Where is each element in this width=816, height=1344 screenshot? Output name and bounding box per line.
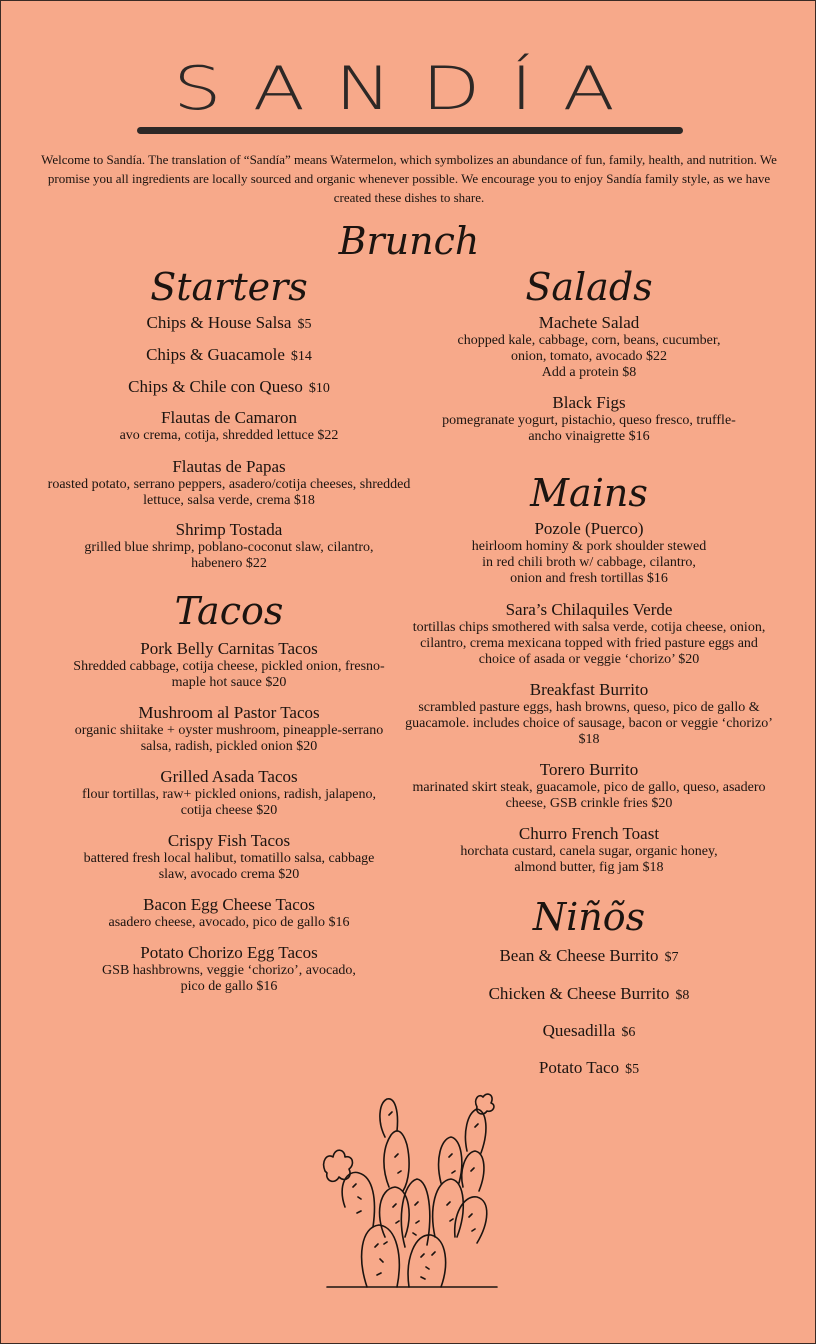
taco-item (41, 767, 417, 819)
item-name: Chips & Chile con Queso (128, 377, 303, 396)
main-item (401, 680, 777, 748)
salads-title: Salads (525, 265, 653, 309)
item-name: Chicken & Cheese Burrito (488, 984, 670, 1003)
item-name: Bean & Cheese Burrito (499, 946, 659, 965)
item-desc: pomegranate yogurt, pistachio, queso fresco, truffle-ancho vinaigrette $16 (442, 413, 736, 444)
item-desc: tortillas chips smothered with salsa verde, cotija cheese, onion, cilantro, crema mexicana topped with fried pasture eggs and choice of asada or veggie ‘chorizo’ $20 (412, 620, 766, 667)
item-desc: scrambled pasture eggs, hash browns, queso, pico de gallo & guacamole. includes choice of sausage, bacon or veggie ‘chorizo’ $18 (405, 700, 773, 747)
item-desc: organic shiitake + oyster mushroom, pineapple-serrano salsa, radish, pickled onion $20 (74, 723, 384, 754)
main-item (401, 824, 777, 876)
item-name: Shrimp Tostada (175, 520, 283, 539)
item-desc: avo crema, cotija, shredded lettuce $22 (119, 428, 339, 443)
taco-item (41, 703, 417, 755)
item-name: Pozole (Puerco) (534, 519, 644, 538)
starters-title: Starters (150, 265, 308, 309)
ninos-item (401, 946, 777, 966)
ninos-item (401, 1058, 777, 1078)
logo: SANDÍA (173, 53, 645, 123)
ninos-item (401, 984, 777, 1004)
salad-item (401, 393, 777, 445)
item-price: $14 (290, 349, 312, 364)
taco-item (41, 895, 417, 931)
item-name: Flautas de Papas (172, 457, 286, 476)
item-name: Grilled Asada Tacos (160, 767, 298, 786)
item-name: Churro French Toast (518, 824, 660, 843)
item-desc: grilled blue shrimp, poblano-coconut slaw, cilantro, habenero $22 (84, 540, 374, 571)
item-name: Black Figs (552, 393, 626, 412)
cactus-icon (317, 1087, 507, 1291)
item-price: $5 (297, 317, 312, 332)
item-name: Sara’s Chilaquiles Verde (505, 600, 673, 619)
item-name: Breakfast Burrito (529, 680, 649, 699)
item-name: Crispy Fish Tacos (167, 831, 291, 850)
main-item (401, 519, 777, 587)
item-name: Chips & Guacamole (146, 345, 285, 364)
main-item (401, 600, 777, 668)
item-desc: GSB hashbrowns, veggie ‘chorizo’, avocado, pico de gallo $16 (102, 963, 356, 994)
taco-item (41, 639, 417, 691)
tacos-title: Tacos (174, 589, 284, 633)
item-price: $10 (308, 381, 330, 396)
item-desc: heirloom hominy & pork shoulder stewed in red chili broth w/ cabbage, cilantro, onion and fresh tortillas $16 (471, 539, 707, 586)
taco-item (41, 943, 417, 995)
salad-item (401, 313, 777, 381)
starter-item (41, 345, 417, 365)
item-price: $8 (675, 988, 690, 1003)
ninos-title: Niñõs (532, 895, 646, 939)
starter-item (41, 520, 417, 572)
ninos-item (401, 1021, 777, 1041)
intro-text: Welcome to Sandía. The translation of “Sandía” means Watermelon, which symbolizes an abundance of fun, family, health, and nutrition. We promise you all ingredients are locally sourced and organic whenever possible. We encourage you to enjoy Sandía family style, as we have created these dishes to share. (41, 152, 777, 205)
taco-item (41, 831, 417, 883)
item-desc: horchata custard, canela sugar, organic honey, almond butter, fig jam $18 (460, 844, 718, 875)
item-name: Torero Burrito (539, 760, 639, 779)
menu-title: Brunch (338, 219, 480, 263)
item-desc: battered fresh local halibut, tomatillo salsa, cabbage slaw, avocado crema $20 (83, 851, 375, 882)
item-price: $6 (621, 1025, 636, 1040)
item-desc: flour tortillas, raw+ pickled onions, radish, jalapeno, cotija cheese $20 (81, 787, 377, 818)
starter-item (41, 408, 417, 444)
logo-underline (137, 127, 683, 134)
item-name: Potato Taco (538, 1058, 620, 1077)
item-name: Pork Belly Carnitas Tacos (140, 639, 318, 658)
item-price: $5 (625, 1062, 640, 1077)
item-name: Potato Chorizo Egg Tacos (140, 943, 318, 962)
item-desc: marinated skirt steak, guacamole, pico de gallo, queso, asadero cheese, GSB crinkle fries $20 (412, 780, 766, 811)
item-desc: chopped kale, cabbage, corn, beans, cucumber, onion, tomato, avocado $22 (457, 333, 721, 364)
main-item (401, 760, 777, 812)
item-extra: Add a protein $8 (541, 365, 637, 380)
item-desc: asadero cheese, avocado, pico de gallo $16 (108, 915, 350, 930)
starter-item (41, 377, 417, 397)
item-desc: Shredded cabbage, cotija cheese, pickled onion, fresno-maple hot sauce $20 (73, 659, 385, 690)
mains-title: Mains (530, 471, 648, 515)
starter-item (41, 313, 417, 333)
item-name: Mushroom al Pastor Tacos (138, 703, 320, 722)
item-name: Quesadilla (542, 1021, 616, 1040)
item-name: Flautas de Camaron (161, 408, 297, 427)
starter-item (41, 457, 417, 509)
item-name: Chips & House Salsa (146, 313, 292, 332)
item-desc: roasted potato, serrano peppers, asadero/cotija cheeses, shredded lettuce, salsa verde, crema $18 (47, 477, 411, 508)
item-price: $7 (664, 950, 679, 965)
item-name: Machete Salad (538, 313, 640, 332)
item-name: Bacon Egg Cheese Tacos (143, 895, 315, 914)
